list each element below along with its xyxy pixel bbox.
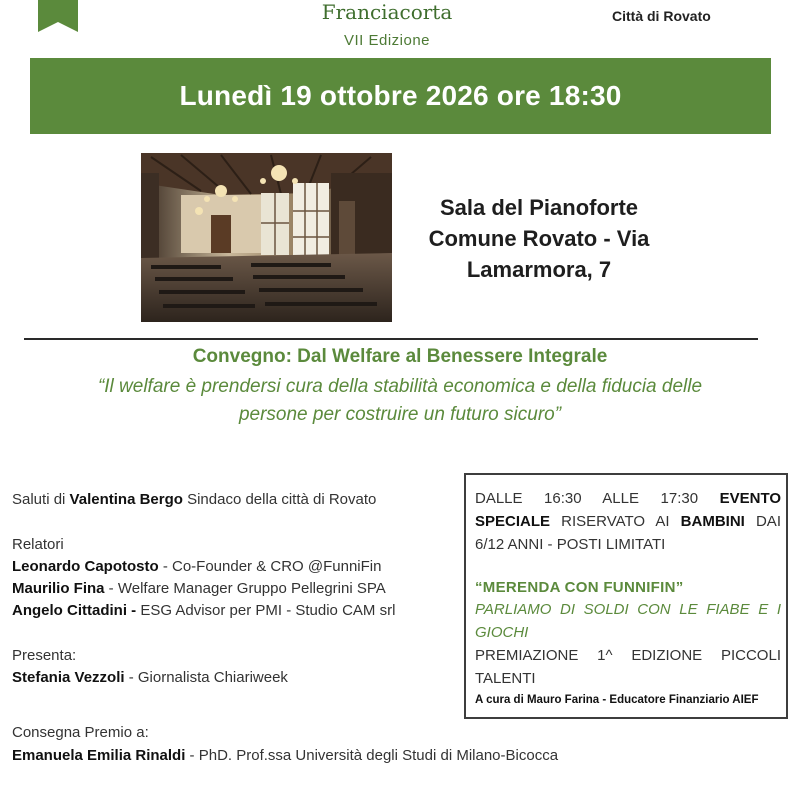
premiazione-text: PREMIAZIONE 1^ EDIZIONE PICCOLI TALENTI	[475, 647, 781, 687]
special-event-intro	[475, 487, 781, 556]
quote-line-2: persone per costruire un futuro sicuro”	[238, 404, 562, 425]
edition-label: VII Edizione	[343, 32, 431, 49]
special-highlight: EVENTO SPECIALE	[475, 490, 781, 530]
curatore-credit: A cura di Mauro Farina - Educatore Finanziario AIEF	[475, 694, 759, 706]
saluti-role: Sindaco della città di Rovato	[182, 491, 377, 508]
venue-line-1: Sala del Pianoforte	[439, 195, 639, 220]
city-logo-text: Città di Rovato	[612, 8, 711, 24]
date-banner	[30, 58, 771, 134]
event-date-time: Lunedì 19 ottobre 2026 ore 18:30	[179, 80, 622, 111]
speaker-name: Leonardo Capotosto	[12, 558, 159, 575]
speaker-name: Angelo Cittadini -	[12, 602, 137, 619]
venue-line-3: Lamarmora, 7	[466, 257, 612, 282]
brand-logo-text: Franciacorta	[321, 0, 453, 24]
speaker-name: Maurilio Fina	[12, 580, 105, 597]
saluti-prefix: Saluti di	[12, 491, 70, 508]
convegno-title: Convegno: Dal Welfare al Benessere Integrale	[192, 346, 608, 367]
speaker-role: - Co-Founder & CRO @FunniFin	[158, 558, 382, 575]
venue-address	[404, 192, 674, 285]
merenda-subtitle: PARLIAMO DI SOLDI CON LE FIABE E I GIOCHI	[475, 601, 781, 641]
special-audience: BAMBINI	[680, 513, 745, 530]
consegna-label: Consegna Premio a:	[12, 724, 149, 741]
presenter-name: Stefania Vezzoli	[12, 669, 125, 686]
special-text: RISERVATO AI	[550, 513, 681, 530]
convegno-quote	[40, 373, 760, 429]
awardee-role: - PhD. Prof.ssa Università degli Studi di Milano-Bicocca	[185, 747, 559, 764]
special-time: DALLE 16:30 ALLE 17:30	[475, 490, 720, 507]
presenter-row	[12, 667, 288, 689]
quote-line-1: “Il welfare è prendersi cura della stabilità economica e della fiducia delle	[97, 376, 703, 397]
bookmark-icon	[38, 0, 78, 32]
merenda-title: “MERENDA CON FUNNIFIN”	[475, 579, 684, 596]
speaker-row	[12, 600, 395, 622]
venue-photo	[141, 153, 392, 322]
presenta-label: Presenta:	[12, 647, 77, 664]
awardee-name: Emanuela Emilia Rinaldi	[12, 747, 186, 764]
presenter-role: - Giornalista Chiariweek	[124, 669, 288, 686]
special-age: DAI 6/12 ANNI - POSTI LIMITATI	[475, 513, 781, 553]
saluti-line	[12, 489, 376, 511]
speaker-row	[12, 578, 386, 600]
speaker-row	[12, 556, 381, 578]
divider	[24, 338, 758, 340]
awardee-row	[12, 745, 558, 767]
relatori-label: Relatori	[12, 536, 64, 553]
saluti-name: Valentina Bergo	[69, 491, 183, 508]
venue-line-2: Comune Rovato - Via	[428, 226, 650, 251]
speaker-role: ESG Advisor per PMI - Studio CAM srl	[136, 602, 396, 619]
speaker-role: - Welfare Manager Gruppo Pellegrini SPA	[104, 580, 386, 597]
